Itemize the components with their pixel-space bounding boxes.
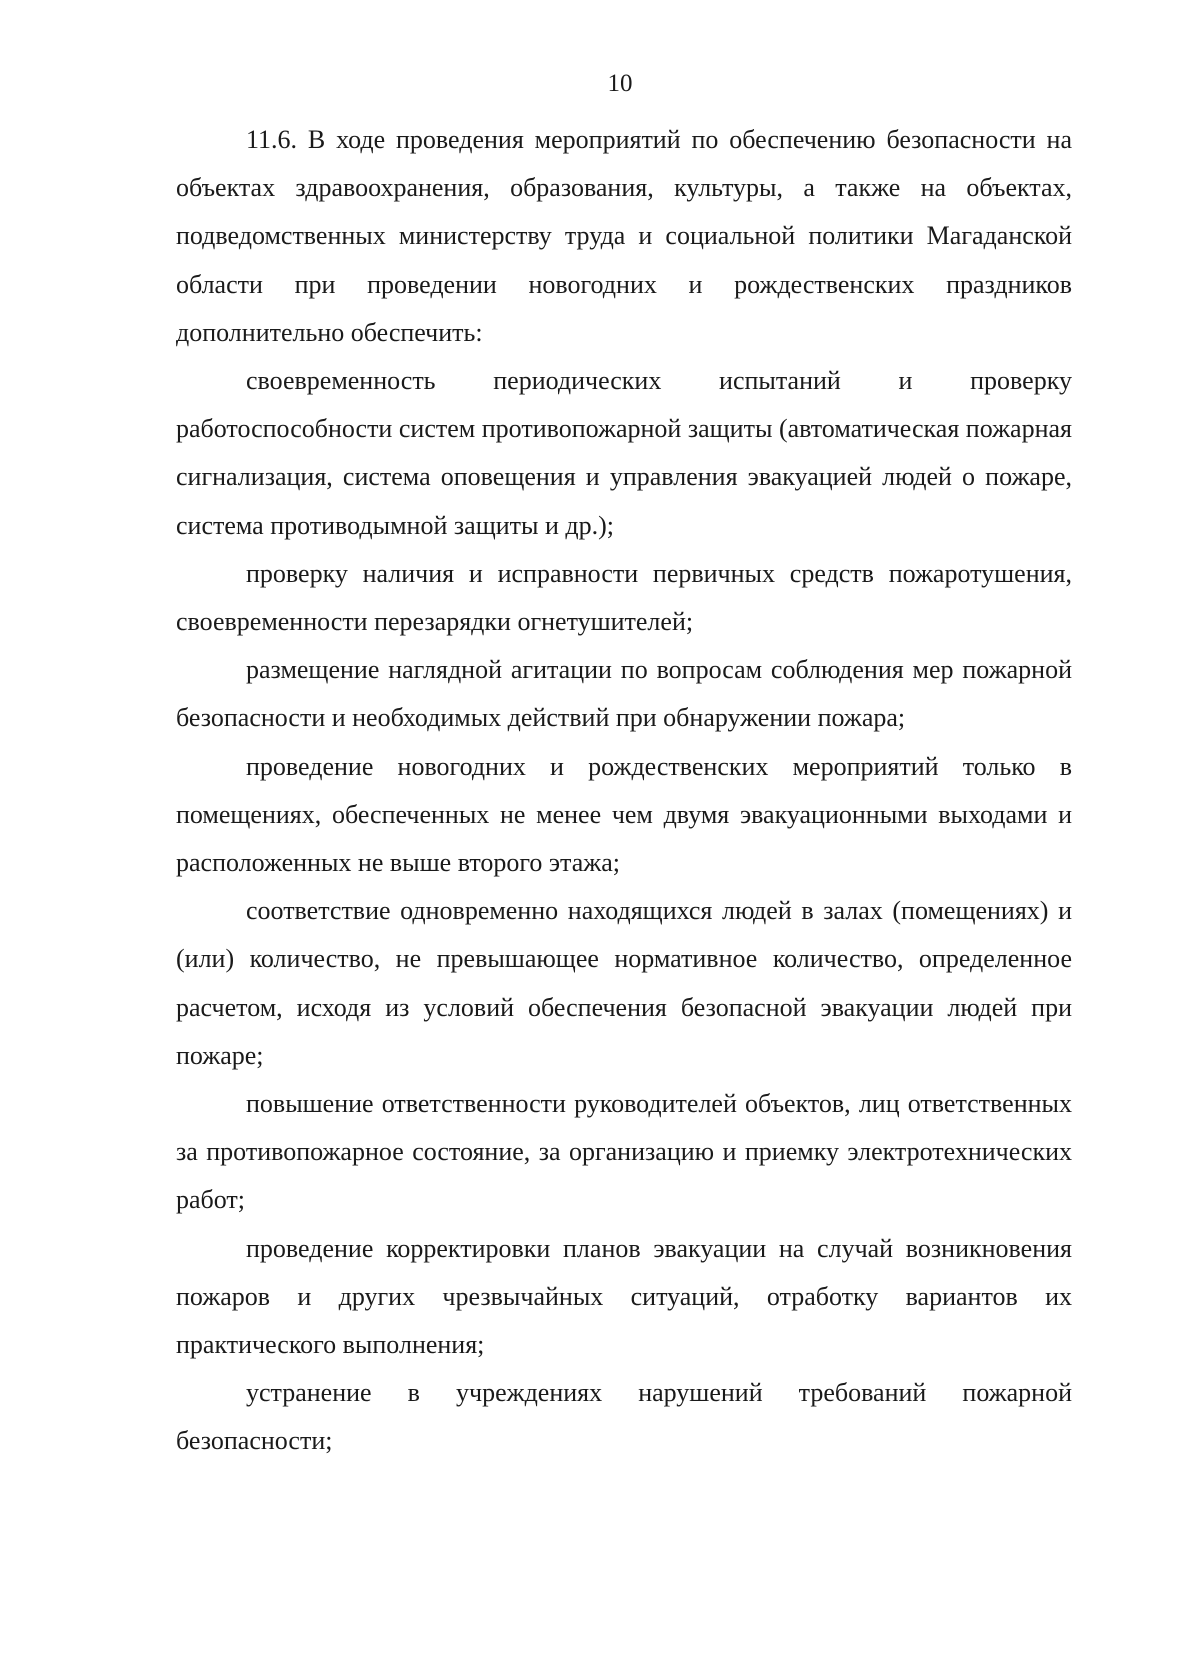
paragraph-fire-protection-systems: своевременность периодических испытаний и проверку работоспособности систем противопожарной защиты (автоматическая пожарная сигнализация, система оповещения и управления эвакуацией людей о пожаре, система противодымной защиты и др.); — [176, 366, 1072, 540]
paragraph-evacuation-plans: проведение корректировки планов эвакуации на случай возникновения пожаров и других чрезвычайных ситуаций, отработку вариантов их практического выполнения; — [176, 1233, 1072, 1360]
paragraph-holiday-events: проведение новогодних и рождественских мероприятий только в помещениях, обеспеченных не менее чем двумя эвакуационными выходами и расположенных не выше второго этажа; — [176, 751, 1072, 878]
paragraph-visual-agitation: размещение наглядной агитации по вопросам соблюдения мер пожарной безопасности и необходимых действий при обнаружении пожара; — [176, 655, 1072, 733]
paragraph-violations: устранение в учреждениях нарушений требований пожарной безопасности; — [176, 1378, 1072, 1456]
paragraph-occupancy-limits: соответствие одновременно находящихся людей в залах (помещениях) и (или) количество, не превышающее нормативное количество, определенное расчетом, исходя из условий обеспечения безопасной эвакуации людей при пожаре; — [176, 896, 1072, 1070]
document-body — [176, 116, 1072, 1466]
paragraph-extinguishing-means: проверку наличия и исправности первичных средств пожаротушения, своевременности перезарядки огнетушителей; — [176, 558, 1072, 637]
page-number: 10 — [607, 70, 633, 97]
paragraph-responsibility: повышение ответственности руководителей объектов, лиц ответственных за противопожарное состояние, за организацию и приемку электротехнических работ; — [176, 1089, 1072, 1215]
paragraph-11-6-intro: 11.6. В ходе проведения мероприятий по обеспечению безопасности на объектах здравоохранения, образования, культуры, а также на объектах, подведомственных министерству труда и социальной политики Магаданской области при проведении новогодних и рождественских праздников дополнительно обеспечить: — [176, 125, 1072, 347]
